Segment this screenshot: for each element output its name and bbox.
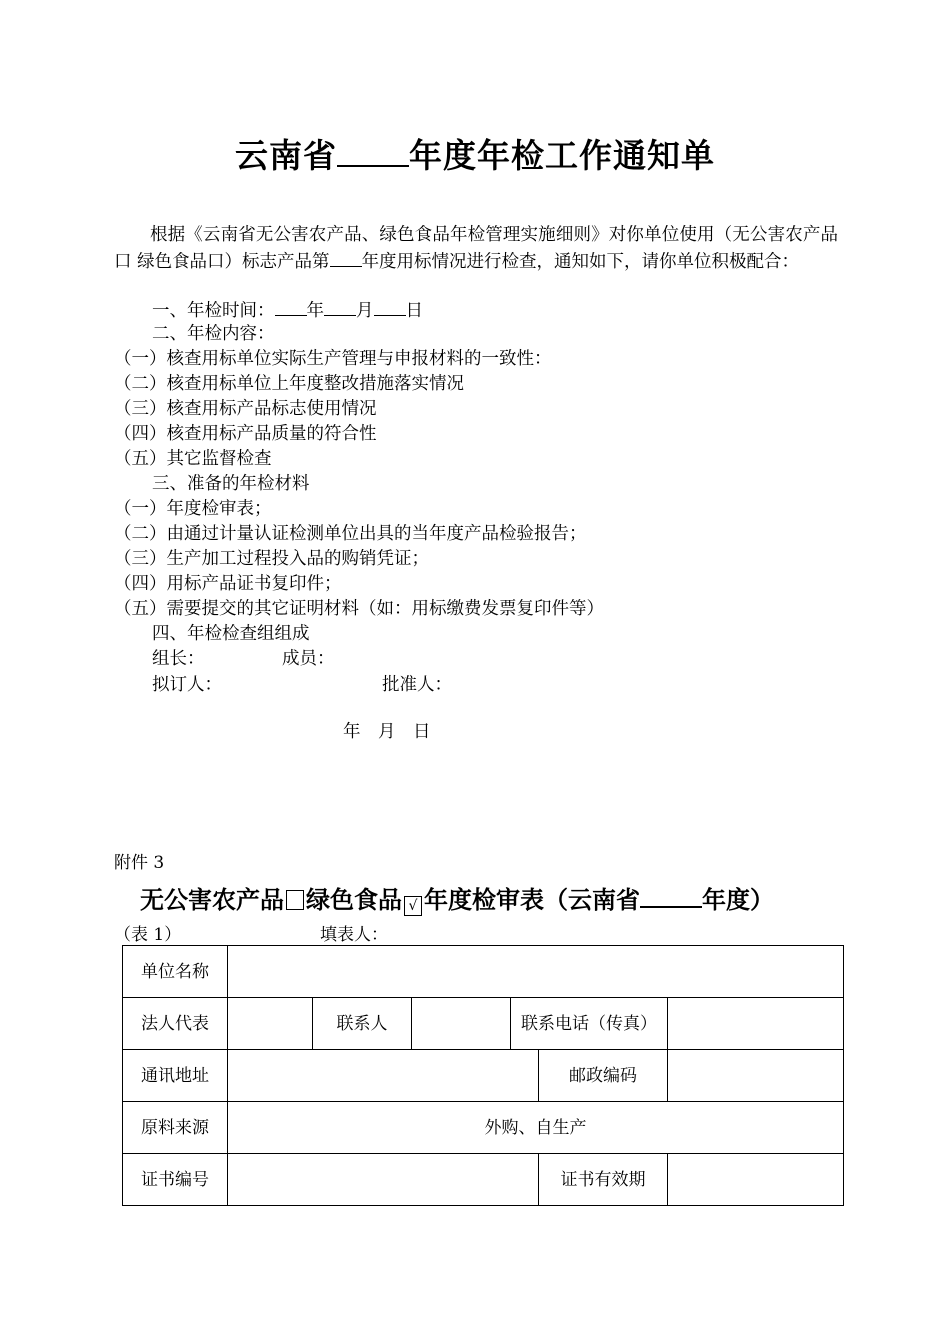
table-row [123, 1154, 844, 1206]
inspection-month-blank[interactable] [324, 297, 356, 316]
drafter-label: 拟订人： [152, 675, 222, 695]
table-row [123, 998, 844, 1050]
contact-label: 联系人 [313, 998, 412, 1050]
form-title-part3: 年度检审表（云南省 [424, 886, 640, 914]
intro-paragraph [114, 223, 838, 275]
legal-rep-label: 法人代表 [123, 998, 228, 1050]
inspection-time-line [152, 297, 423, 324]
month-label: 月 [356, 301, 374, 321]
table-row [123, 1102, 844, 1154]
materials-item: （一）年度检审表； [114, 499, 272, 519]
form-title-part4: 年度） [702, 886, 774, 914]
phone-label: 联系电话（传真） [511, 998, 668, 1050]
review-table [122, 945, 844, 1206]
materials-item: （三）生产加工过程投入品的购销凭证； [114, 549, 429, 569]
year-label: 年 [306, 301, 324, 321]
material-source-value: 外购、自生产 [228, 1102, 844, 1154]
materials-heading: 三、准备的年检材料 [152, 474, 310, 494]
unit-name-label: 单位名称 [123, 946, 228, 998]
content-item: （五）其它监督检查 [114, 449, 272, 469]
day-label: 日 [405, 301, 423, 321]
cert-no-field[interactable] [228, 1154, 539, 1206]
unit-name-field[interactable] [228, 946, 844, 998]
intro-part2: 年度用标情况进行检查，通知如下，请你单位积极配合： [361, 251, 800, 272]
attachment-label: 附件 3 [114, 853, 165, 873]
table-row [123, 1050, 844, 1102]
green-food-checkbox[interactable]: √ [404, 896, 422, 916]
form-title [140, 880, 840, 916]
pollution-free-checkbox[interactable] [286, 890, 304, 910]
leader-label: 组长： [152, 649, 205, 669]
form-title-part2: 绿色食品 [306, 886, 402, 914]
members-label: 成员： [282, 649, 335, 669]
filler-label: 填表人： [320, 925, 388, 945]
inspection-time-label: 一、年检时间： [152, 301, 275, 321]
year-blank[interactable] [337, 137, 409, 167]
phone-field[interactable] [668, 998, 844, 1050]
materials-item: （二）由通过计量认证检测单位出具的当年度产品检验报告； [114, 524, 587, 544]
cert-validity-field[interactable] [668, 1154, 844, 1206]
content-item: （一）核查用标单位实际生产管理与申报材料的一致性： [114, 349, 552, 369]
content-item: （四）核查用标产品质量的符合性 [114, 424, 377, 444]
form-meta [114, 920, 388, 945]
page-title [0, 130, 950, 177]
intro-part1: 根据《云南省无公害农产品、绿色食品年检管理实施细则》对你单位使用（无公害农产品口 绿色食品口）标志产品第 [114, 225, 838, 272]
table-row [123, 946, 844, 998]
materials-item: （五）需要提交的其它证明材料（如：用标缴费发票复印件等） [114, 599, 604, 619]
postcode-label: 邮政编码 [539, 1050, 668, 1102]
intro-year-blank[interactable] [330, 248, 362, 267]
title-prefix: 云南省 [235, 136, 337, 175]
approver-label: 批准人： [382, 675, 452, 695]
cert-validity-label: 证书有效期 [539, 1154, 668, 1206]
form-year-blank[interactable] [640, 884, 702, 908]
cert-no-label: 证书编号 [123, 1154, 228, 1206]
address-label: 通讯地址 [123, 1050, 228, 1102]
address-field[interactable] [228, 1050, 539, 1102]
materials-item: （四）用标产品证书复印件； [114, 574, 342, 594]
content-heading: 二、年检内容： [152, 324, 275, 344]
team-heading: 四、年检检查组组成 [152, 624, 310, 644]
inspection-day-blank[interactable] [374, 297, 406, 316]
postcode-field[interactable] [668, 1050, 844, 1102]
date-line: 年 月 日 [343, 722, 431, 742]
material-source-label: 原料来源 [123, 1102, 228, 1154]
table-number: （表 1） [114, 925, 182, 945]
title-suffix: 年度年检工作通知单 [409, 136, 715, 175]
legal-rep-field[interactable] [228, 998, 313, 1050]
content-item: （二）核查用标单位上年度整改措施落实情况 [114, 374, 464, 394]
inspection-year-blank[interactable] [275, 297, 307, 316]
content-item: （三）核查用标产品标志使用情况 [114, 399, 377, 419]
contact-field[interactable] [412, 998, 511, 1050]
form-title-part1: 无公害农产品 [140, 886, 284, 914]
